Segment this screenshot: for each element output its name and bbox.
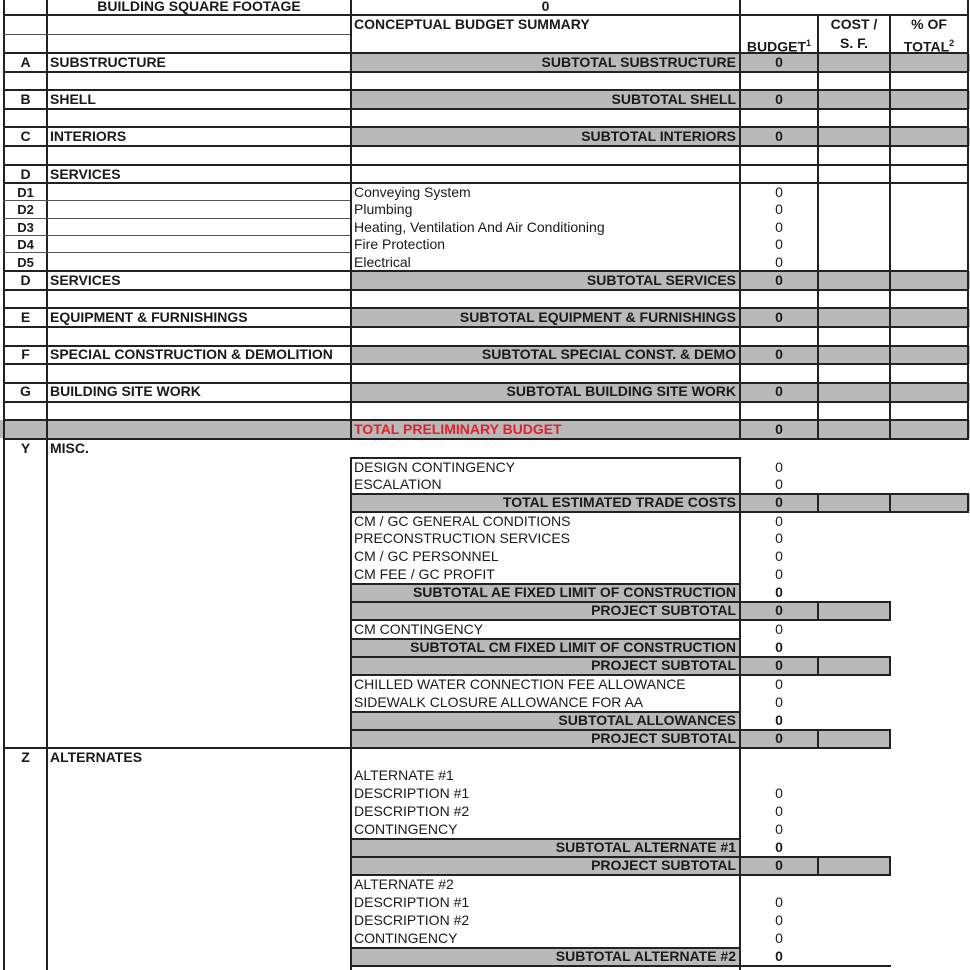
row-line xyxy=(3,438,969,440)
section-subtotal-value: 0 xyxy=(775,346,783,362)
col-budget-header: BUDGET$^1$ xyxy=(746,38,812,55)
section-name: SPECIAL CONSTRUCTION & DEMOLITION xyxy=(50,346,333,362)
section-subtotal-value: 0 xyxy=(775,309,783,325)
misc-line-label: PRECONSTRUCTION SERVICES xyxy=(354,530,570,546)
service-value: 0 xyxy=(775,254,783,270)
misc-line-value: 0 xyxy=(775,566,783,582)
box-pct-ps1 xyxy=(889,601,891,620)
alternate-line-value: 0 xyxy=(775,821,783,837)
alternate-line-label: CONTINGENCY xyxy=(354,821,458,837)
col-cost-header-2: S. F. xyxy=(839,35,868,51)
section-name: BUILDING SITE WORK xyxy=(50,383,201,399)
box-pct-ps3 xyxy=(889,729,891,748)
total-preliminary-budget-label: TOTAL PRELIMINARY BUDGET xyxy=(354,421,562,437)
row-line xyxy=(3,182,969,184)
alternates-code: Z xyxy=(21,749,30,765)
box-cost-ps3 xyxy=(817,729,819,748)
section-name: SERVICES xyxy=(50,166,121,182)
misc-subtotal-value: 0 xyxy=(775,494,783,510)
box-cost-ps2 xyxy=(817,656,819,675)
misc-line-label: CM / GC GENERAL CONDITIONS xyxy=(354,513,571,529)
box-pct-trade xyxy=(889,493,891,512)
row-line xyxy=(3,218,350,219)
section-subtotal-label: SUBTOTAL BUILDING SITE WORK xyxy=(506,383,736,399)
row-line xyxy=(3,363,969,365)
service-code: D2 xyxy=(17,202,34,217)
misc-subtotal-value: 0 xyxy=(775,639,783,655)
section-code: D xyxy=(20,166,31,182)
col-line-cost xyxy=(817,15,819,440)
misc-subtotal-label: SUBTOTAL AE FIXED LIMIT OF CONSTRUCTION xyxy=(412,584,736,600)
misc-subtotal-value: 0 xyxy=(775,712,783,728)
misc-line-value: 0 xyxy=(775,621,783,637)
service-code: D1 xyxy=(17,185,34,200)
alternate-title: ALTERNATE #1 xyxy=(354,767,454,783)
alternate-line-value: 0 xyxy=(775,912,783,928)
box-cost-ps1 xyxy=(817,601,819,620)
misc-line-value: 0 xyxy=(775,694,783,710)
col-pct-header-2: TOTAL$^2$ xyxy=(903,38,955,55)
project-subtotal-value: 0 xyxy=(775,602,783,618)
misc-code: Y xyxy=(20,440,31,456)
alternate-subtotal-label: SUBTOTAL ALTERNATE #1 xyxy=(555,839,736,855)
section-code: E xyxy=(20,309,31,325)
project-subtotal-label: PROJECT SUBTOTAL xyxy=(591,730,736,746)
section-subtotal-label: SUBTOTAL SPECIAL CONST. & DEMO xyxy=(481,346,736,362)
misc-subtotal-label: SUBTOTAL CM FIXED LIMIT OF CONSTRUCTION xyxy=(410,639,736,655)
section-name: INTERIORS xyxy=(50,128,127,144)
misc-line-label: CM FEE / GC PROFIT xyxy=(354,566,495,582)
box-cost-alt1ps xyxy=(817,856,819,875)
section-name: SERVICES xyxy=(50,272,121,288)
misc-line-label: CM / GC PERSONNEL xyxy=(354,548,499,564)
box-pct-ps2 xyxy=(889,656,891,675)
row-line xyxy=(3,326,969,328)
section-subtotal-value: 0 xyxy=(775,383,783,399)
misc-line-value: 0 xyxy=(775,676,783,692)
service-value: 0 xyxy=(775,219,783,235)
alternate-line-value: 0 xyxy=(775,785,783,801)
section-subtotal-label: SUBTOTAL SHELL xyxy=(611,91,736,107)
section-subtotal-value: 0 xyxy=(775,54,783,70)
summary-title: CONCEPTUAL BUDGET SUMMARY xyxy=(354,16,590,32)
row-line xyxy=(3,235,350,236)
box-right-trade xyxy=(967,493,969,512)
service-value: 0 xyxy=(775,236,783,252)
alternate-line-value: 0 xyxy=(775,803,783,819)
row-line xyxy=(3,252,350,253)
service-code: D5 xyxy=(17,255,34,270)
row-line xyxy=(3,108,969,110)
col-line-right xyxy=(967,0,969,440)
service-code: D3 xyxy=(17,220,34,235)
section-code: C xyxy=(20,128,31,144)
service-name: Conveying System xyxy=(354,184,471,200)
col-pct-header-1: % OF xyxy=(911,16,947,32)
section-code: F xyxy=(21,346,30,362)
misc-line-value: 0 xyxy=(775,513,783,529)
alternate-subtotal-value: 0 xyxy=(775,839,783,855)
misc-line-value: 0 xyxy=(775,548,783,564)
section-subtotal-value: 0 xyxy=(775,91,783,107)
misc-subtotal-value: 0 xyxy=(775,584,783,600)
alternates-name: ALTERNATES xyxy=(50,749,143,765)
section-code: D xyxy=(20,272,31,288)
box-line xyxy=(350,965,891,967)
alternate-line-value: 0 xyxy=(775,894,783,910)
alternate-subtotal-label: SUBTOTAL ALTERNATE #2 xyxy=(555,948,736,964)
service-name: Fire Protection xyxy=(354,236,446,252)
row-line xyxy=(3,34,350,35)
project-subtotal-label: PROJECT SUBTOTAL xyxy=(591,657,736,673)
section-subtotal-label: SUBTOTAL SERVICES xyxy=(586,272,736,288)
box-cost-trade xyxy=(817,493,819,512)
misc-subtotal-label: TOTAL ESTIMATED TRADE COSTS xyxy=(502,494,736,510)
alternate-line-value: 0 xyxy=(775,930,783,946)
misc-line-label: SIDEWALK CLOSURE ALLOWANCE FOR AA xyxy=(354,694,644,710)
section-name: SHELL xyxy=(50,91,96,107)
misc-name: MISC. xyxy=(50,440,89,456)
row-line xyxy=(3,401,969,403)
misc-line-label: CM CONTINGENCY xyxy=(354,621,484,637)
alternate-line-label: DESCRIPTION #2 xyxy=(354,803,470,819)
row-line xyxy=(3,289,969,291)
project-subtotal-label: PROJECT SUBTOTAL xyxy=(591,602,736,618)
project-subtotal-value: 0 xyxy=(775,857,783,873)
service-value: 0 xyxy=(775,184,783,200)
section-code: G xyxy=(20,383,31,399)
section-subtotal-label: SUBTOTAL SUBSTRUCTURE xyxy=(541,54,736,70)
misc-line-label: ESCALATION xyxy=(354,476,442,492)
alternate-line-label: DESCRIPTION #2 xyxy=(354,912,470,928)
square-footage-value: 0 xyxy=(541,0,550,14)
project-subtotal-value: 0 xyxy=(775,730,783,746)
section-name: EQUIPMENT & FURNISHINGS xyxy=(50,309,248,325)
row-line xyxy=(3,71,969,73)
misc-line-label: DESIGN CONTINGENCY xyxy=(354,459,516,475)
misc-line-label: CHILLED WATER CONNECTION FEE ALLOWANCE xyxy=(354,676,686,692)
row-line xyxy=(3,200,350,201)
square-footage-label: BUILDING SQUARE FOOTAGE xyxy=(97,0,301,14)
alternate-line-label: CONTINGENCY xyxy=(354,930,458,946)
service-name: Plumbing xyxy=(354,201,413,217)
section-subtotal-value: 0 xyxy=(775,128,783,144)
misc-line-value: 0 xyxy=(775,459,783,475)
alternate-line-label: DESCRIPTION #1 xyxy=(354,894,470,910)
col-line-pct xyxy=(889,15,891,440)
section-code: A xyxy=(20,54,31,70)
service-code: D4 xyxy=(17,237,34,252)
total-preliminary-budget-value: 0 xyxy=(775,421,783,437)
section-subtotal-label: SUBTOTAL EQUIPMENT & FURNISHINGS xyxy=(459,309,736,325)
section-code: B xyxy=(20,91,31,107)
misc-line-value: 0 xyxy=(775,476,783,492)
project-subtotal-label: PROJECT SUBTOTAL xyxy=(591,857,736,873)
service-name: Electrical xyxy=(354,254,411,270)
misc-subtotal-label: SUBTOTAL ALLOWANCES xyxy=(558,712,736,728)
row-line xyxy=(3,145,969,147)
section-subtotal-label: SUBTOTAL INTERIORS xyxy=(581,128,736,144)
service-name: Heating, Ventilation And Air Conditioning xyxy=(354,219,605,235)
alternate-line-label: DESCRIPTION #1 xyxy=(354,785,470,801)
section-subtotal-value: 0 xyxy=(775,272,783,288)
section-name: SUBSTRUCTURE xyxy=(50,54,166,70)
row-line xyxy=(3,164,969,166)
box-pct-alt1ps xyxy=(889,856,891,875)
alternate-subtotal-value: 0 xyxy=(775,948,783,964)
project-subtotal-value: 0 xyxy=(775,657,783,673)
alternate-title: ALTERNATE #2 xyxy=(354,876,454,892)
misc-line-value: 0 xyxy=(775,530,783,546)
service-value: 0 xyxy=(775,201,783,217)
col-cost-header-1: COST / xyxy=(830,16,878,32)
